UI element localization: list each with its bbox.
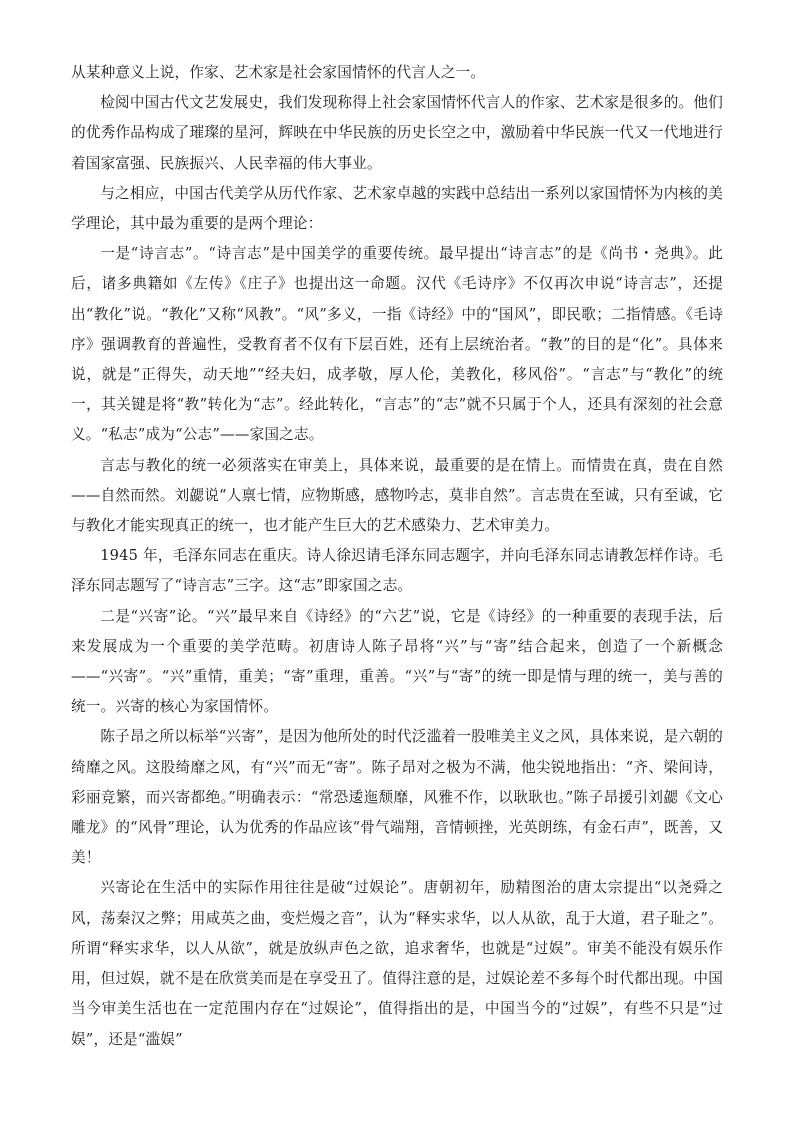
paragraph-5: 言志与教化的统一必须落实在审美上，具体来说，最重要的是在情上。而情贵在真，贵在自然——自然而然。刘勰说“人禀七情，应物斯感，感物吟志，莫非自然”。言志贵在至诚，只有至诚，它与教化才能实现真正的统一，也才能产生巨大的艺术感染力、艺术审美力。 [71, 456, 723, 535]
paragraph-9: 兴寄论在生活中的实际作用往往是破“过娱论”。唐朝初年，励精图治的唐太宗提出“以尧舜之风，荡秦汉之弊；用咸英之曲，变烂熳之音”，认为“释实求华，以人从欲，乱于大道，君子耻之”。所谓“释实求华，以人从欲”，就是放纵声色之欲，追求奢华，也就是“过娱”。审美不能没有娱乐作用，但过娱，就不是在欣赏美而是在享受丑了。值得注意的是，过娱论差不多每个时代都出现。中国当今审美生活也在一定范围内存在“过娱论”，值得指出的是，中国当今的“过娱”，有些不只是“过娱”，还是“滥娱” [71, 879, 723, 1048]
paragraph-1: 从某种意义上说，作家、艺术家是社会家国情怀的代言人之一。 [71, 64, 486, 81]
paragraph-7: 二是“兴寄”论。“兴”最早来自《诗经》的“六艺”说，它是《诗经》的一种重要的表现手法，后来发展成为一个重要的美学范畴。初唐诗人陈子昂将“兴”与“寄”结合起来，创造了一个新概念——“兴寄”。“兴”重情，重美；“寄”重理，重善。“兴”与“寄”的统一即是情与理的统一，美与善的统一。兴寄的核心为家国情怀。 [71, 607, 723, 716]
paragraph-6: 1945 年，毛泽东同志在重庆。诗人徐迟请毛泽东同志题字，并向毛泽东同志请教怎样作诗。毛泽东同志题写了“诗言志”三字。这“志”即家国之志。 [71, 547, 723, 595]
article-body [71, 58, 723, 1055]
paragraph-3: 与之相应，中国古代美学从历代作家、艺术家卓越的实践中总结出一系列以家国情怀为内核的美学理论，其中最为重要的是两个理论： [71, 184, 723, 233]
paragraph-8: 陈子昂之所以标举“兴寄”，是因为他所处的时代泛滥着一股唯美主义之风，具体来说，是六朝的绮靡之风。这股绮靡之风，有“兴”而无“寄”。陈子昂对之极为不满，他尖锐地指出：“齐、梁间诗，彩丽竞繁，而兴寄都绝。”明确表示：“常恐逶迤颓靡，风雅不作，以耿耿也。”陈子昂援引刘勰《文心雕龙》的“风骨”理论，认为优秀的作品应该“骨气端翔，音情顿挫，光英朗练，有金石声”，既善，又美！ [71, 728, 723, 867]
paragraph-4: 一是“诗言志”。“诗言志”是中国美学的重要传统。最早提出“诗言志”的是《尚书・尧典》。此后，诸多典籍如《左传》《庄子》也提出这一命题。汉代《毛诗序》不仅再次申说“诗言志”，还提出“教化”说。“教化”又称“风教”。“风”多义，一指《诗经》中的“国风”，即民歌；二指情感。《毛诗序》强调教育的普遍性，受教育者不仅有下层百姓，还有上层统治者。“教”的目的是“化”。具体来说，就是“正得失，动天地”“经夫妇，成孝敬，厚人伦，美教化，移风俗”。“言志”与“教化”的统一，其关键是将“教”转化为“志”。经此转化，“言志”的“志”就不只属于个人，还具有深刻的社会意义。“私志”成为“公志”——家国之志。 [71, 245, 723, 444]
paragraph-2: 检阅中国古代文艺发展史，我们发现称得上社会家国情怀代言人的作家、艺术家是很多的。他们的优秀作品构成了璀璨的星河，辉映在中华民族的历史长空之中，激励着中华民族一代又一代地进行着国家富强、民族振兴、人民幸福的伟大事业。 [71, 94, 723, 172]
